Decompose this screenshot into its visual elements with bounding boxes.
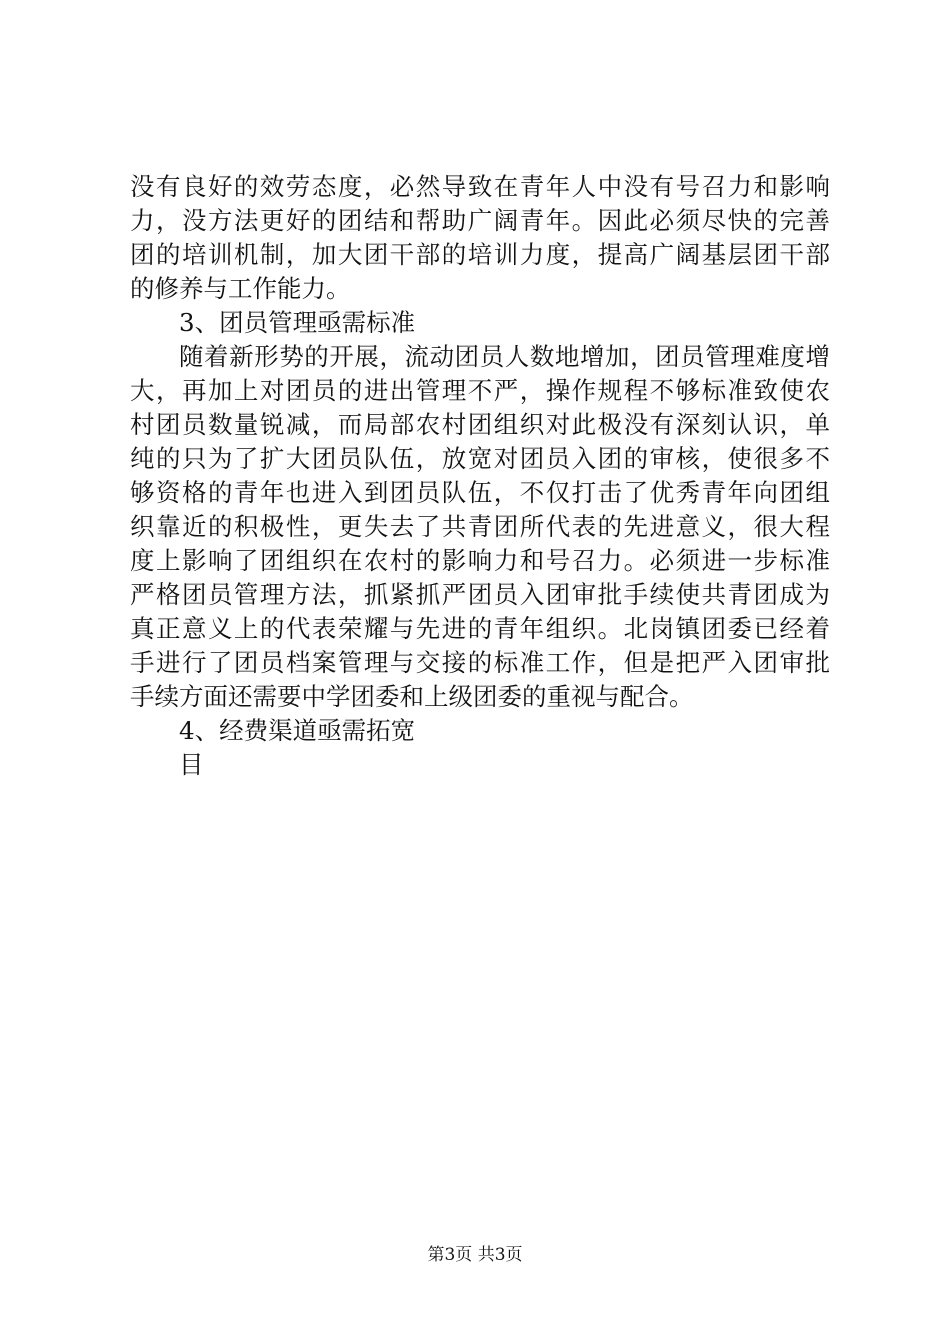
paragraph-line: 随着新形势的开展，流动团员人数地增加，团员管理难度增 (179, 342, 830, 371)
paragraph-line: 度上影响了团组织在农村的影响力和号召力。必须进一步标准 (130, 546, 830, 575)
page-footer: 第3页 共3页 (427, 1245, 523, 1265)
paragraph-line: 手续方面还需要中学团委和上级团委的重视与配合。 (130, 682, 694, 711)
paragraph-line: 团的培训机制，加大团干部的培训力度，提高广阔基层团干部 (130, 240, 830, 269)
paragraph-line: 大，再加上对团员的进出管理不严，操作规程不够标准致使农 (130, 376, 830, 405)
section-heading-4: 4、经费渠道亟需拓宽 (179, 716, 416, 745)
paragraph-line: 纯的只为了扩大团员队伍，放宽对团员入团的审核，使很多不 (130, 444, 830, 473)
paragraph-line: 严格团员管理方法，抓紧抓严团员入团审批手续使共青团成为 (130, 580, 830, 609)
paragraph-line: 没有良好的效劳态度，必然导致在青年人中没有号召力和影响 (130, 172, 830, 201)
paragraph-line: 村团员数量锐减，而局部农村团组织对此极没有深刻认识，单 (130, 410, 830, 439)
paragraph-line: 的修养与工作能力。 (130, 274, 351, 303)
paragraph-line: 够资格的青年也进入到团员队伍，不仅打击了优秀青年向团组 (130, 478, 830, 507)
paragraph-line: 手进行了团员档案管理与交接的标准工作，但是把严入团审批 (130, 648, 830, 677)
paragraph-line: 力，没方法更好的团结和帮助广阔青年。因此必须尽快的完善 (130, 206, 830, 235)
document-body (130, 170, 830, 782)
paragraph-line: 织靠近的积极性，更失去了共青团所代表的先进意义，很大程 (130, 512, 830, 541)
paragraph-line: 真正意义上的代表荣耀与先进的青年组织。北岗镇团委已经着 (130, 614, 830, 643)
section-heading-3: 3、团员管理亟需标准 (179, 308, 416, 337)
paragraph-start: 目 (179, 750, 204, 779)
